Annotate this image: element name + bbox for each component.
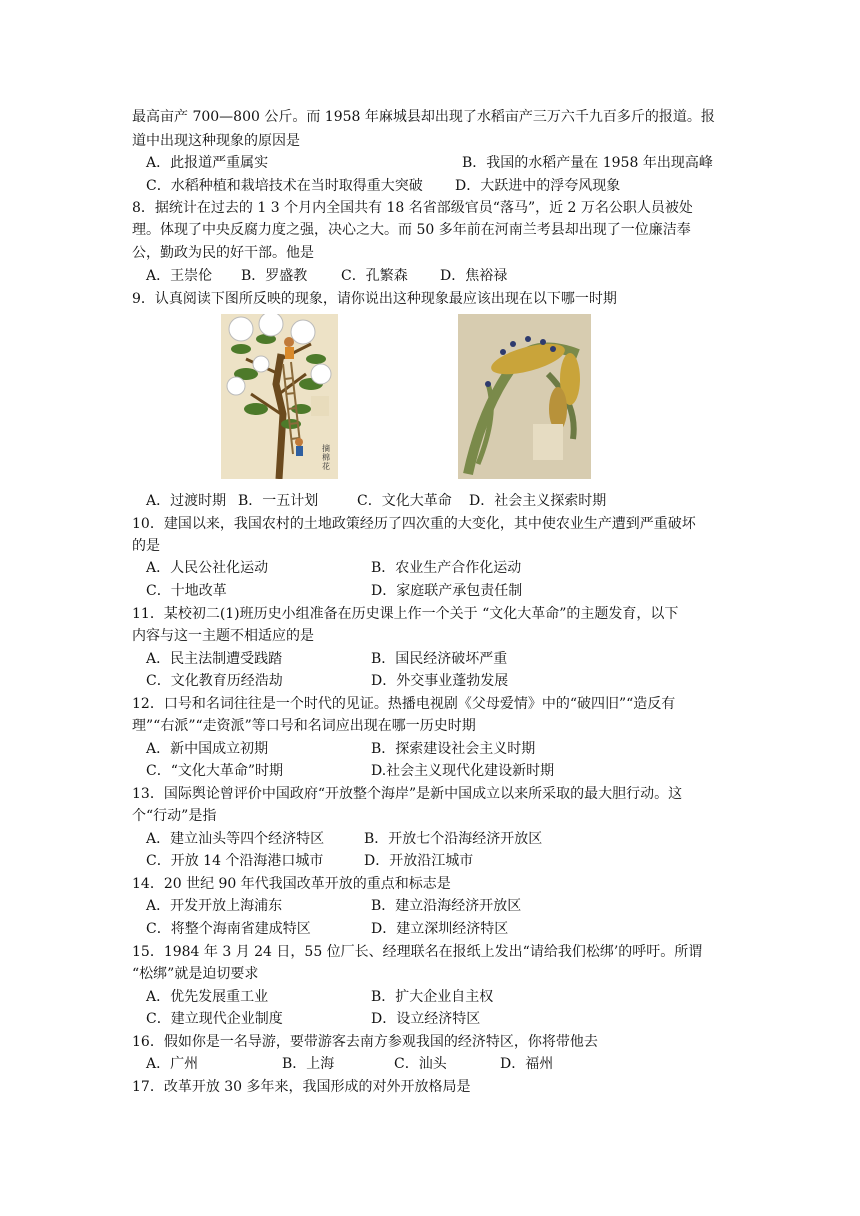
giant-corn-illustration [458, 314, 591, 479]
q11-line-2: 内容与这一主题不相适应的是 [132, 628, 314, 644]
q7-line-2: 道中出现这种现象的原因是 [132, 133, 300, 149]
q10-option-a: A．人民公社化运动 [146, 560, 269, 576]
q15-line-1: 15．1984 年 3 月 24 日，55 位厂长、经理联名在报纸上发出“请给我们松绑’的呼吁。所谓 [132, 944, 703, 960]
q7-option-b: B．我国的水稻产量在 1958 年出现高峰 [462, 155, 713, 171]
q12-option-a: A．新中国成立初期 [146, 741, 269, 757]
q16-option-b: B．上海 [282, 1056, 335, 1072]
cotton-tree-poster [221, 314, 338, 479]
giant-corn-poster [458, 314, 591, 479]
q13-option-a: A．建立汕头等四个经济特区 [146, 831, 325, 847]
q9-option-b: B．一五计划 [238, 493, 319, 509]
q8-option-a: A．王崇伦 [146, 268, 213, 284]
q9-option-d: D．社会主义探索时期 [469, 493, 607, 509]
q12-line-1: 12．口号和名词往往是一个时代的见证。热播电视剧《父母爱情》中的“破四旧”“造反有 [132, 696, 676, 712]
q8-line-1: 8．据统计在过去的 1 3 个月内全国共有 18 名省部级官员“落马”，近 2 万名公职人员被处 [132, 200, 693, 216]
q13-option-b: B．开放七个沿海经济开放区 [364, 831, 543, 847]
q13-option-c: C．开放 14 个沿海港口城市 [146, 853, 324, 869]
q12-option-d: D.社会主义现代化建设新时期 [371, 763, 555, 779]
q15-option-a: A．优先发展重工业 [146, 989, 269, 1005]
q7-option-c: C．水稻种植和栽培技术在当时取得重大突破 [146, 178, 423, 194]
q10-line-1: 10．建国以来，我国农村的土地政策经历了四次重的大变化，其中使农业生产遭到严重破坏 [132, 516, 696, 532]
q16-option-d: D．福州 [500, 1056, 554, 1072]
q11-option-d: D．外交事业蓬勃发展 [371, 673, 509, 689]
q10-option-d: D．家庭联产承包责任制 [371, 583, 523, 599]
q8-line-2: 理。体现了中央反腐力度之强，决心之大。而 50 多年前在河南兰考县却出现了一位廉洁奉 [132, 222, 691, 238]
q13-line-2: 个“行动”是指 [132, 808, 217, 824]
q13-option-d: D．开放沿江城市 [364, 853, 474, 869]
q10-option-c: C．十地改革 [146, 583, 227, 599]
poster-caption: 摘棉花 [322, 444, 330, 471]
q11-line-1: 11．某校初二(1)班历史小组准备在历史课上作一个关于 “文化大革命”的主题发育，以下 [132, 606, 679, 622]
q7-option-a: A．此报道严重属实 [146, 155, 269, 171]
q15-option-d: D．设立经济特区 [371, 1011, 481, 1027]
q12-option-b: B．探索建设社会主义时期 [371, 741, 536, 757]
q9-line-1: 9．认真阅读下图所反映的现象，请你说出这种现象最应该出现在以下哪一时期 [132, 291, 617, 307]
q9-option-a: A．过渡时期 [146, 493, 227, 509]
q15-option-b: B．扩大企业自主权 [371, 989, 494, 1005]
q11-option-a: A．民主法制遭受践踏 [146, 651, 283, 667]
q8-option-d: D．焦裕禄 [440, 268, 508, 284]
q10-option-b: B．农业生产合作化运动 [371, 560, 522, 576]
q14-option-a: A．开发开放上海浦东 [146, 898, 283, 914]
q7-line-1: 最高亩产 700—800 公斤。而 1958 年麻城县却出现了水稻亩产三万六千九百多斤的报道。报 [132, 109, 715, 125]
q15-line-2: “松绑”就是迫切要求 [132, 966, 259, 982]
q16-option-c: C．汕头 [394, 1056, 447, 1072]
q15-option-c: C．建立现代企业制度 [146, 1011, 283, 1027]
q13-line-1: 13．国际舆论曾评价中国政府“开放整个海岸”是新中国成立以来所采取的最大胆行动。这 [132, 786, 683, 802]
q17-line-1: 17．改革开放 30 多年来，我国形成的对外开放格局是 [132, 1079, 471, 1095]
q8-option-c: C．孔繁森 [341, 268, 408, 284]
q11-option-b: B．国民经济破坏严重 [371, 651, 508, 667]
q8-line-3: 公，勤政为民的好干部。他是 [132, 245, 314, 261]
q11-option-c: C．文化教育历经浩劫 [146, 673, 283, 689]
q16-option-a: A．广州 [146, 1056, 199, 1072]
q9-option-c: C．文化大革命 [357, 493, 452, 509]
q16-line-1: 16．假如你是一名导游，要带游客去南方参观我国的经济特区，你将带他去 [132, 1034, 598, 1050]
q12-line-2: 理”“右派”“走资派”等口号和名词应出现在哪一历史时期 [132, 718, 476, 734]
q12-option-c: C．“文化大革命”时期 [146, 763, 284, 779]
q14-option-d: D．建立深圳经济特区 [371, 921, 509, 937]
cotton-tree-illustration [221, 314, 338, 479]
q14-line-1: 14．20 世纪 90 年代我国改革开放的重点和标志是 [132, 876, 451, 892]
q10-line-2: 的是 [132, 538, 160, 554]
q14-option-c: C．将整个海南省建成特区 [146, 921, 311, 937]
q14-option-b: B．建立沿海经济开放区 [371, 898, 522, 914]
q8-option-b: B．罗盛教 [241, 268, 308, 284]
q7-option-d: D．大跃进中的浮夸风现象 [455, 178, 621, 194]
